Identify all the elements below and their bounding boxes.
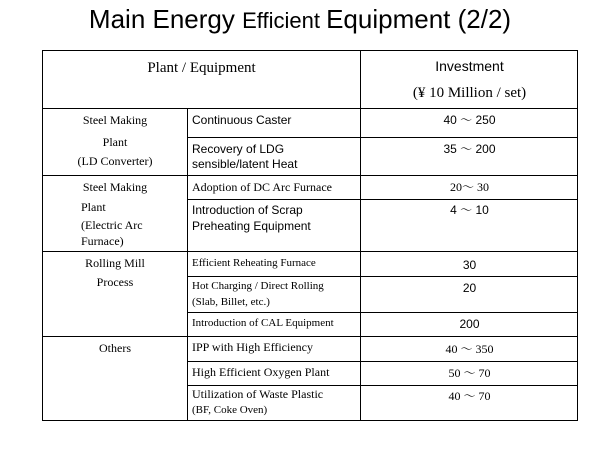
equipment-name: Continuous Caster bbox=[192, 113, 292, 127]
equipment-name: Introduction of CAL Equipment bbox=[192, 317, 334, 329]
title-part-2: Efficient bbox=[242, 8, 327, 33]
equipment-name: (BF, Coke Oven) bbox=[192, 404, 268, 416]
equipment-name: sensible/latent Heat bbox=[192, 157, 298, 171]
plant-label: Steel Making bbox=[82, 113, 148, 127]
divider bbox=[43, 108, 578, 109]
equipment-name: Utilization of Waste Plastic bbox=[192, 387, 324, 401]
investment-value: 200 bbox=[459, 317, 480, 331]
header-plant-equipment: Plant / Equipment bbox=[147, 60, 256, 76]
divider bbox=[187, 385, 578, 386]
title-part-3: Equipment (2/2) bbox=[326, 4, 512, 34]
equipment-name: High Efficient Oxygen Plant bbox=[192, 365, 330, 379]
equipment-name: Introduction of Scrap bbox=[192, 203, 303, 217]
divider bbox=[43, 336, 578, 337]
investment-value: 30 bbox=[462, 258, 477, 272]
plant-label: Others bbox=[99, 341, 131, 355]
divider bbox=[187, 361, 578, 362]
equipment-name: IPP with High Efficiency bbox=[192, 340, 313, 354]
investment-value: 35 ～ 200 bbox=[443, 142, 496, 156]
equipment-name: Hot Charging / Direct Rolling bbox=[192, 280, 324, 292]
plant-label: Plant bbox=[81, 200, 106, 214]
divider bbox=[43, 251, 578, 252]
plant-label: Process bbox=[96, 275, 134, 289]
title-part-1: Main Energy bbox=[88, 4, 243, 34]
plant-label: Furnace) bbox=[81, 234, 124, 248]
investment-value: 4 ～ 10 bbox=[450, 203, 489, 217]
page-title bbox=[0, 4, 600, 35]
equipment-name: Efficient Reheating Furnace bbox=[192, 257, 316, 269]
equipment-name: (Slab, Billet, etc.) bbox=[192, 296, 270, 308]
investment-value: 20 bbox=[462, 281, 477, 295]
header-investment: Investment bbox=[435, 58, 504, 74]
investment-value: 40 ～ 350 bbox=[445, 342, 494, 356]
header-investment-unit: (¥ 10 Million / set) bbox=[412, 85, 527, 101]
divider bbox=[187, 276, 578, 277]
equipment-name: Recovery of LDG bbox=[192, 142, 285, 156]
investment-value: 40 ～ 70 bbox=[448, 389, 491, 403]
divider bbox=[187, 199, 578, 200]
plant-label: Plant bbox=[102, 135, 128, 149]
divider bbox=[187, 137, 578, 138]
plant-label: (Electric Arc bbox=[81, 218, 143, 232]
equipment-name: Adoption of DC Arc Furnace bbox=[192, 180, 332, 194]
investment-value: 20～ 30 bbox=[449, 180, 489, 194]
divider bbox=[43, 175, 578, 176]
divider bbox=[187, 109, 188, 421]
equipment-table bbox=[42, 50, 578, 421]
divider bbox=[187, 312, 578, 313]
investment-value: 50 ～ 70 bbox=[448, 366, 491, 380]
plant-label: Rolling Mill bbox=[85, 256, 145, 270]
equipment-name: Preheating Equipment bbox=[192, 219, 311, 233]
plant-label: (LD Converter) bbox=[77, 154, 153, 168]
investment-value: 40 ～ 250 bbox=[443, 113, 496, 127]
plant-label: Steel Making bbox=[82, 180, 148, 194]
